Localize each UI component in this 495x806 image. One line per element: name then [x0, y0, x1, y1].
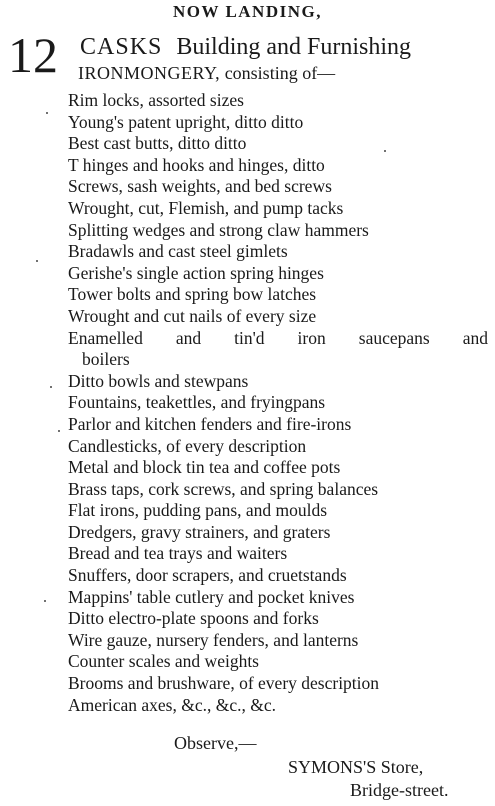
lead-line-2-rest: consisting of— [224, 63, 336, 83]
list-item: Mappins' table cutlery and pocket knives [68, 586, 355, 607]
list-item: Dredgers, gravy strainers, and graters [68, 521, 331, 542]
print-speck [46, 112, 48, 114]
list-item: Screws, sash weights, and bed screws [68, 176, 332, 197]
print-speck [36, 260, 38, 262]
list-item: Bread and tea trays and waiters [68, 543, 288, 564]
observe-line: Observe,— [174, 733, 257, 753]
lead-line-1-rest: Building and Furnishing [176, 34, 412, 60]
heading: NOW LANDING, [173, 2, 322, 21]
list-item: Counter scales and weights [68, 651, 259, 672]
list-item: Gerishe's single action spring hinges [68, 262, 324, 283]
list-item: Young's patent upright, ditto ditto [68, 111, 304, 132]
list-item: Flat irons, pudding pans, and moulds [68, 500, 328, 521]
print-speck [44, 600, 46, 602]
list-item: Wire gauze, nursery fenders, and lanterns [68, 629, 359, 650]
wrapped-line: Enamelled and tin'd iron saucepans and [68, 327, 488, 348]
lead-number: 12 [8, 27, 58, 83]
list-item: Snuffers, door scrapers, and cruetstands [68, 565, 347, 586]
wrapped-continuation: boilers [82, 349, 130, 370]
casks-word: CASKS [80, 34, 163, 60]
print-speck [50, 386, 52, 388]
list-item: Bradawls and cast steel gimlets [68, 241, 288, 262]
list-item: Brooms and brushware, of every description [68, 673, 380, 694]
list-item: Metal and block tin tea and coffee pots [68, 457, 341, 478]
list-item: Rim locks, assorted sizes [68, 90, 244, 110]
list-item: Ditto electro-plate spoons and forks [68, 608, 319, 629]
signature-store: SYMONS'S Store, [288, 757, 424, 777]
lead-line-1 [80, 34, 411, 60]
print-speck [58, 430, 60, 432]
list-item: Parlor and kitchen fenders and fire-irons [68, 413, 352, 434]
list-item: Ditto bowls and stewpans [68, 370, 249, 391]
list-item: T hinges and hooks and hinges, ditto [68, 154, 325, 175]
print-speck [384, 150, 386, 152]
list-item: Wrought, cut, Flemish, and pump tacks [68, 197, 344, 218]
ironmongery-word: IRONMONGERY, [78, 63, 221, 83]
list-item: Brass taps, cork screws, and spring balances [68, 478, 379, 499]
list-item: Splitting wedges and strong claw hammers [68, 219, 369, 240]
list-item: Wrought and cut nails of every size [68, 305, 317, 326]
list-item: Candlesticks, of every description [68, 435, 307, 456]
signature-street: Bridge-street. [350, 780, 449, 800]
list-item: Fountains, teakettles, and fryingpans [68, 392, 326, 413]
list-item: Best cast butts, ditto ditto [68, 133, 247, 154]
lead-line-2 [78, 63, 335, 84]
list-item: Tower bolts and spring bow latches [68, 284, 317, 305]
list-item-wrapped [68, 328, 488, 371]
item-list [68, 90, 488, 716]
list-item: American axes, &c., &c., &c. [68, 694, 276, 715]
